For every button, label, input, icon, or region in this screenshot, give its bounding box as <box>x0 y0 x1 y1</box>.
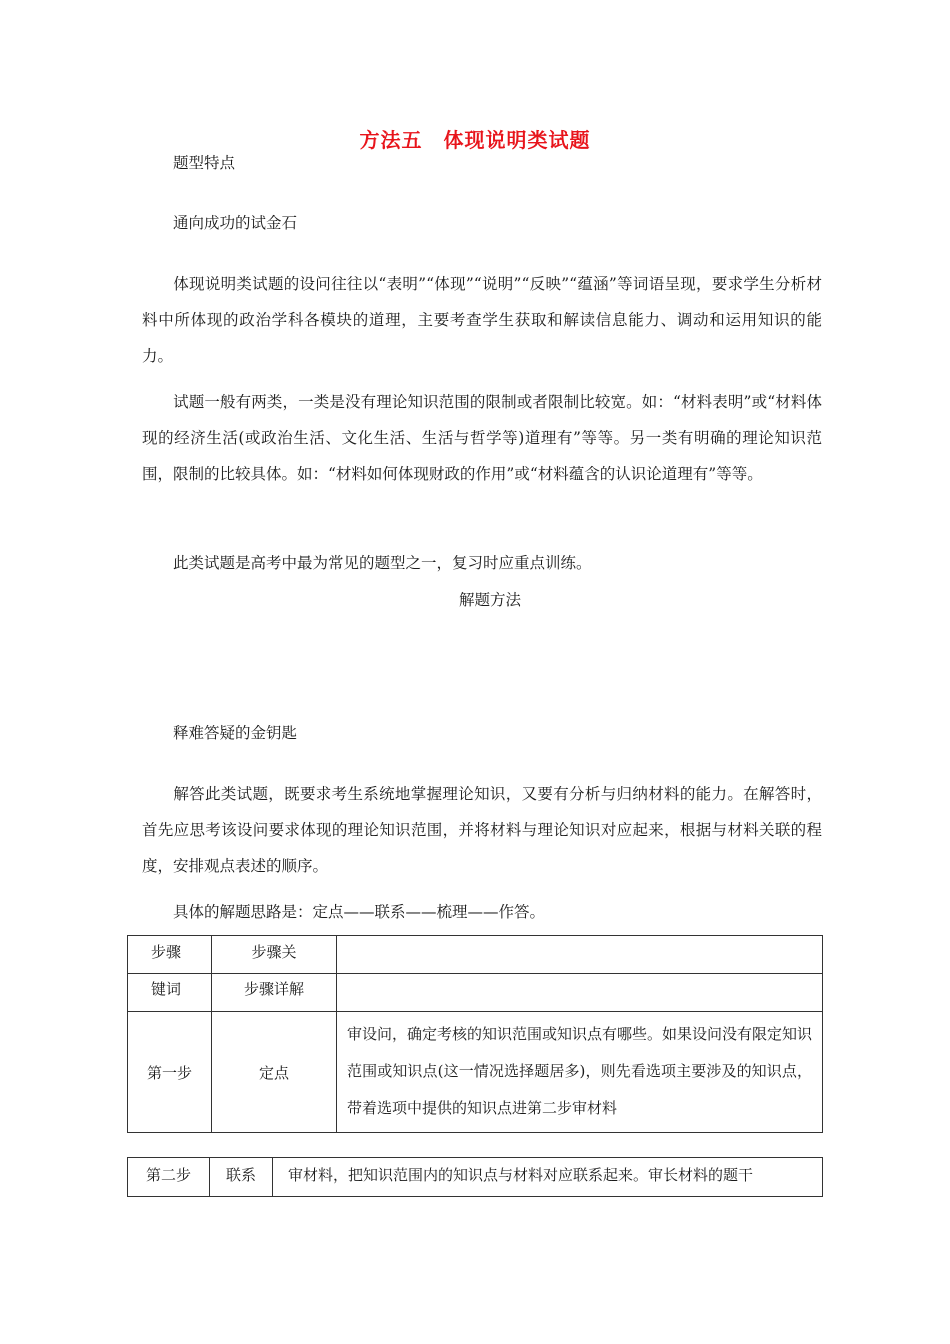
table-row <box>128 1012 823 1133</box>
paragraph-method <box>142 776 822 884</box>
steps-table-continued <box>127 1157 823 1197</box>
table-header-row <box>128 936 823 974</box>
table-cell-key: 定点 <box>212 1012 337 1133</box>
table-cell-detail: 审材料，把知识范围内的知识点与材料对应联系起来。审长材料的题干 <box>273 1158 823 1197</box>
table-cell: 键词 <box>128 974 212 1012</box>
section-heading-features: 题型特点 <box>173 154 236 172</box>
section-heading-method: 解题方法 <box>458 591 521 609</box>
section-subheading-method: 释难答疑的金钥匙 <box>173 724 298 742</box>
table-cell <box>337 974 823 1012</box>
paragraph-types-text: 试题一般有两类，一类是没有理论知识范围的限制或者限制比较宽。如：“材料表明”或“材料体现的经济生活(或政治生活、文化生活、生活与哲学等)道理有”等等。另一类有明确的理论知识范围，限制的比较具体。如：“材料如何体现财政的作用”或“材料蕴含的认识论道理有”等等。 <box>142 393 822 483</box>
table-header-row <box>128 974 823 1012</box>
paragraph-method-text: 解答此类试题，既要求考生系统地掌握理论知识，又要有分析与归纳材料的能力。在解答时，首先应思考该设问要求体现的理论知识范围，并将材料与理论知识对应起来，根据与材料关联的程度，安排观点表述的顺序。 <box>142 785 822 875</box>
paragraph-approach <box>142 894 822 930</box>
steps-table <box>127 935 823 1133</box>
table-cell-detail: 审设问，确定考核的知识范围或知识点有哪些。如果设问没有限定知识范围或知识点(这一情况选择题居多)，则先看选项主要涉及的知识点，带着选项中提供的知识点进第二步审材料 <box>337 1012 823 1133</box>
paragraph-approach-text: 具体的解题思路是：定点——联系——梳理——作答。 <box>173 903 546 921</box>
paragraph-types <box>142 384 822 492</box>
table-cell-step: 第二步 <box>128 1158 210 1197</box>
table-cell-step: 第一步 <box>128 1012 212 1133</box>
table-cell: 步骤 <box>128 936 212 974</box>
paragraph-intro <box>142 266 822 374</box>
paragraph-importance <box>142 545 822 581</box>
table-cell: 步骤详解 <box>212 974 337 1012</box>
page-title: 方法五 体现说明类试题 <box>359 128 591 152</box>
section-subheading-features: 通向成功的试金石 <box>173 214 298 232</box>
paragraph-intro-text: 体现说明类试题的设问往往以“表明”“体现”“说明”“反映”“蕴涵”等词语呈现，要求学生分析材料中所体现的政治学科各模块的道理，主要考查学生获取和解读信息能力、调动和运用知识的能力。 <box>142 275 822 365</box>
table-cell <box>337 936 823 974</box>
table-cell: 步骤关 <box>212 936 337 974</box>
table-cell-key: 联系 <box>210 1158 273 1197</box>
paragraph-importance-text: 此类试题是高考中最为常见的题型之一，复习时应重点训练。 <box>173 554 592 572</box>
table-row <box>128 1158 823 1197</box>
